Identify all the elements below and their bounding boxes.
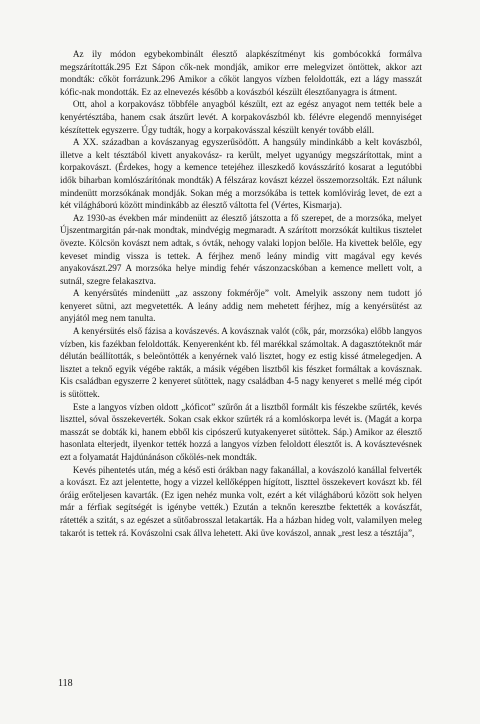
- paragraph-5: A kenyérsütés mindenütt „az asszony fokmérője” volt. Amelyik asszony nem tudott jó kenyeret sütni, azt megvetették. A leány addig nem mehetett férjhez, míg a kenyérsütést az anyjától meg nem tanulta.: [60, 288, 422, 324]
- paragraph-1: Az ily módon egybekombinált élesztő alapkészítményt kis gombócokká formálva megszárították.295 Ezt Sápon cők-nek mondják, amikor erre melegvizet öntöttek, akkor azt mondták: cőköt forrázunk.296 Amikor a cőköt langyos vízben feloldották, ezt a lágy masszát kófic-nak mondották. Ez az elnevezés később a kovászból készült élesztőanyagra is átment.: [60, 49, 422, 97]
- paragraph-6: A kenyérsütés első fázisa a kovászevés. A kovásznak valót (cők, pár, morzsóka) előbb langyos vízben, kis fazékban feloldották. Kenyerenként kb. fél marékkal számoltak. A dagasztóteknőt már délután beállították, s beleöntötték a kenyérnek való lisztet, hogy ez estig kissé átmelegedjen. A lisztet a teknő egyik végébe rakták, a másik végében lisztből kis fészket formáltak a kovásznak. Kis családban egyszerre 2 kenyeret sütöttek, nagy családban 4-5 nagy kenyeret s mellé még cipót is sütöttek.: [60, 326, 422, 400]
- paragraph-2: Ott, ahol a korpakovász többféle anyagból készült, ezt az egész anyagot nem tették bele a kenyértésztába, hanem csak átszűrt levét. A korpakovászból kb. félévre elegendő mennyiséget készítettek egyszerre. Úgy tudták, hogy a korpakovásszal készült kenyér tovább eláll.: [60, 99, 422, 135]
- page-number: 118: [58, 678, 73, 689]
- paragraph-4: Az 1930-as években már mindenütt az élesztő játszotta a fő szerepet, de a morzsóka, melyet Újszentmargitán pár-nak mondtak, mindvégig megmaradt. A szárított morzsókát kultikus tisztelet övezte. Kölcsön kovászt nem adtak, s óvták, nehogy valaki lopjon belőle. Ha kivettek belőle, egy keveset mindig vissza is tettek. A férjhez menő leány mindig vitt magával egy kevés anyakovászt.297 A morzsóka helye mindig fehér vászonzacskóban a kemence mellett volt, a sutnál, szegre felakasztva.: [60, 212, 422, 286]
- body-text: [60, 48, 422, 539]
- paragraph-8: Kevés pihentetés után, még a késő esti órákban nagy fakanállal, a kovászoló kanállal felverték a kovászt. Ez azt jelentette, hogy a vizzel kellőképpen hígított, liszttel összekevert kovászt kb. fél óráig erőteljesen kavarták. (Ez igen nehéz munka volt, ezért a két világháború között sok helyen már a férfiak segítségét is igénybe vették.) Ezután a teknőn keresztbe fektették a kovászfát, rátették a szitát, s az egészet a sütőabrosszal letakarták. Ha a házban hideg volt, valamilyen meleg takarót is tettek rá. Kovászolni csak állva lehetett. Aki üve kovászol, annak „rest lesz a tésztája”,: [60, 464, 422, 538]
- paragraph-7: Este a langyos vízben oldott „kóficot” szűrőn át a lisztből formált kis fészekbe szűrték, kevés liszttel, sóval összekeverték. Sokan csak ekkor szűrték rá a komlóskorpa levét is. (Magát a korpa masszát se dobták ki, hanem ebből kis cipószerű kutyakenyeret sütöttek. Sáp.) Amikor az élesztő hasonlata elterjedt, ilyenkor tették hozzá a langyos vízben feloldott élesztőt is. A kovásztevésnek ezt a folyamatát Hajdúnánáson cőkölés-nek mondták.: [60, 401, 422, 462]
- paragraph-3: A XX. században a kovászanyag egyszerűsödött. A hangsúly mindinkább a kelt kovászból, illetve a kelt tésztából kivett anyakovász- ra került, melyet ugyanúgy megszárítottak, mint a korpakovászt. (Érdekes, hogy a kemence tetejéhez illeszkedő kovásszárító kosarat a legutóbbi idők biharban komlószárítónak mondták) A félszáraz kovászt kézzel összemorzsolták. Ezt nálunk mindenütt morzsókának mondják. Sokan még a morzsókába is tettek komlóvirág levet, de ezt a két világháború között mindinkább az élesztő váltotta fel (Vértes, Kismarja).: [60, 137, 422, 211]
